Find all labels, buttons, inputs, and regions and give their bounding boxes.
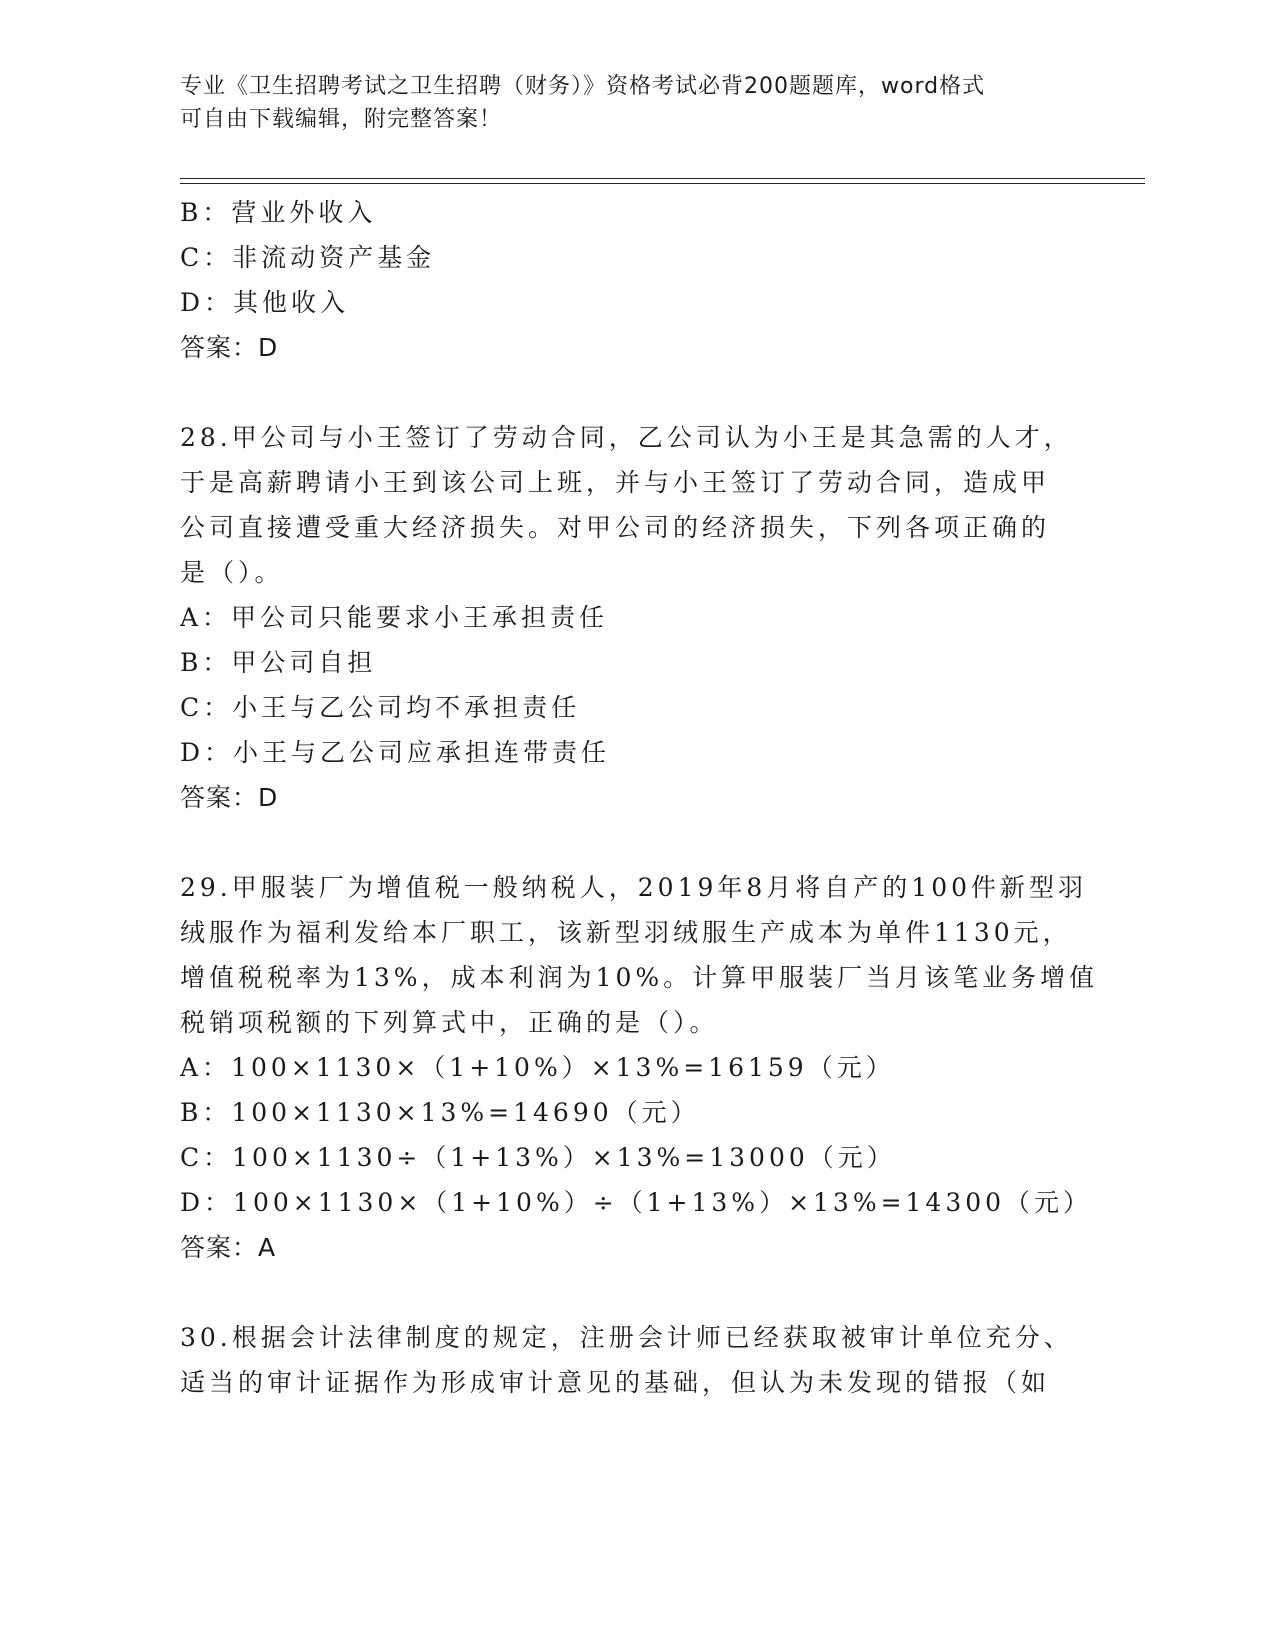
question-text-line: 增值税税率为13%，成本利润为10%。计算甲服装厂当月该笔业务增值 (180, 963, 1099, 992)
document-header (180, 70, 1060, 136)
option-c: C：小王与乙公司均不承担责任 (180, 693, 581, 722)
header-rule-top (180, 178, 1145, 179)
question-text-line: 公司直接遭受重大经济损失。对甲公司的经济损失，下列各项正确的 (180, 513, 1051, 542)
question-text-line: 税销项税额的下列算式中，正确的是（）。 (180, 1008, 719, 1037)
spacer (180, 1270, 1080, 1315)
question-text-line: 28.甲公司与小王签订了劳动合同，乙公司认为小王是其急需的人才， (180, 423, 1073, 452)
question-28 (180, 415, 1080, 820)
question-text-line: 30.根据会计法律制度的规定，注册会计师已经获取被审计单位充分、 (180, 1323, 1073, 1352)
option-b: B：100×1130×13%=14690（元） (180, 1098, 700, 1127)
question-29 (180, 865, 1099, 1270)
question-30 (180, 1315, 1080, 1405)
option-c: C：100×1130÷（1+13%）×13%=13000（元） (180, 1143, 896, 1172)
spacer (180, 370, 1080, 415)
answer-line: 答案：A (180, 1233, 277, 1262)
question-text-line: 适当的审计证据作为形成审计意见的基础，但认为未发现的错报（如 (180, 1368, 1051, 1397)
answer-line: 答案：D (180, 333, 279, 362)
option-b: B：甲公司自担 (180, 648, 377, 677)
option-a: A：100×1130×（1+10%）×13%=16159（元） (180, 1053, 895, 1082)
option-b: B：营业外收入 (180, 198, 377, 227)
answer-line: 答案：D (180, 783, 279, 812)
header-line-1: 专业《卫生招聘考试之卫生招聘（财务）》资格考试必背200题题库，word格式 (180, 74, 986, 99)
option-c: C：非流动资产基金 (180, 243, 436, 272)
header-line-2: 可自由下载编辑，附完整答案！ (180, 107, 503, 132)
question-text-line: 绒服作为福利发给本厂职工，该新型羽绒服生产成本为单件1130元， (180, 918, 1072, 947)
question-content (180, 190, 1099, 1405)
spacer (180, 820, 1080, 865)
question-text-line: 29.甲服装厂为增值税一般纳税人，2019年8月将自产的100件新型羽 (180, 873, 1088, 902)
question-text-line: 于是高薪聘请小王到该公司上班，并与小王签订了劳动合同，造成甲 (180, 468, 1051, 497)
option-d: D：小王与乙公司应承担连带责任 (180, 738, 611, 767)
option-d: D：其他收入 (180, 288, 350, 317)
question-text-line: 是（）。 (180, 558, 284, 587)
header-rule-bottom (180, 183, 1145, 184)
option-d: D：100×1130×（1+10%）÷（1+13%）×13%=14300（元） (180, 1188, 1093, 1217)
prev-question-block (180, 190, 1080, 370)
option-a: A：甲公司只能要求小王承担责任 (180, 603, 609, 632)
